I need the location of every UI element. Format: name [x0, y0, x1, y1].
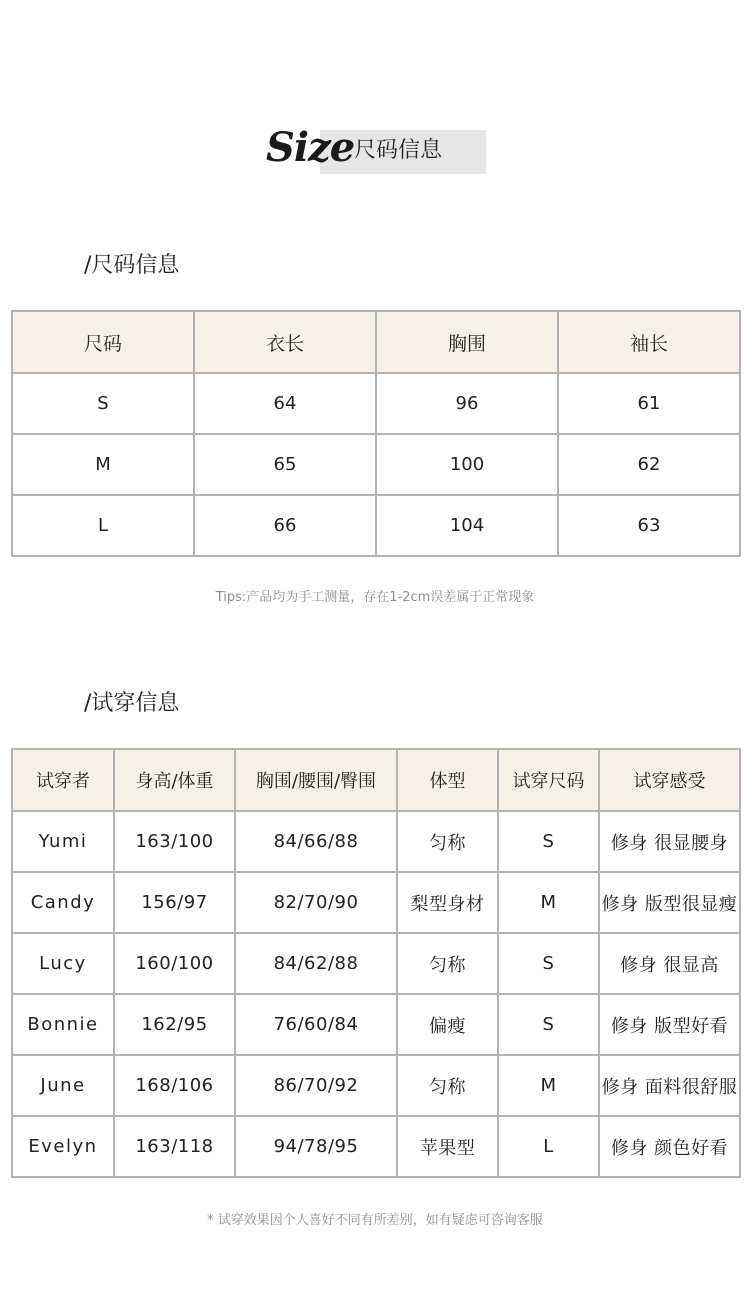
- cell-height-weight: 160/100: [114, 933, 235, 994]
- cell-tryon-size: S: [498, 933, 599, 994]
- tryon-note: * 试穿效果因个人喜好不同有所差别，如有疑虑可咨询客服: [207, 1213, 543, 1228]
- cell-height-weight: 168/106: [114, 1055, 235, 1116]
- cell-bust: 100: [376, 434, 558, 495]
- header-sleeve: 袖长: [558, 311, 740, 373]
- cell-sleeve: 63: [558, 495, 740, 556]
- size-section-title: /尺码信息: [84, 253, 180, 278]
- cell-feedback: 修身 版型很显瘦: [599, 872, 740, 933]
- header-tester: 试穿者: [12, 749, 114, 811]
- header-measurements: 胸围/腰围/臀围: [235, 749, 397, 811]
- cell-measurements: 76/60/84: [235, 994, 397, 1055]
- cell-feedback: 修身 版型好看: [599, 994, 740, 1055]
- logo-size-word: Size: [266, 124, 355, 171]
- cell-length: 66: [194, 495, 376, 556]
- table-row: [12, 994, 740, 1055]
- cell-bust: 104: [376, 495, 558, 556]
- header-feedback: 试穿感受: [599, 749, 740, 811]
- cell-feedback: 修身 面料很舒服: [599, 1055, 740, 1116]
- cell-sleeve: 61: [558, 373, 740, 434]
- cell-tryon-size: M: [498, 872, 599, 933]
- cell-body-type: 匀称: [397, 933, 498, 994]
- tryon-table: [11, 748, 741, 1178]
- size-table: [11, 310, 741, 557]
- cell-bust: 96: [376, 373, 558, 434]
- cell-feedback: 修身 很显腰身: [599, 811, 740, 872]
- cell-tester: Evelyn: [12, 1116, 114, 1177]
- table-row: [12, 1055, 740, 1116]
- cell-body-type: 梨型身材: [397, 872, 498, 933]
- cell-height-weight: 163/100: [114, 811, 235, 872]
- cell-measurements: 82/70/90: [235, 872, 397, 933]
- header-length: 衣长: [194, 311, 376, 373]
- cell-body-type: 苹果型: [397, 1116, 498, 1177]
- cell-tester: June: [12, 1055, 114, 1116]
- header-body-type: 体型: [397, 749, 498, 811]
- cell-height-weight: 162/95: [114, 994, 235, 1055]
- tryon-table-header-row: [12, 749, 740, 811]
- cell-size: M: [12, 434, 194, 495]
- cell-body-type: 匀称: [397, 1055, 498, 1116]
- cell-measurements: 86/70/92: [235, 1055, 397, 1116]
- size-table-header-row: [12, 311, 740, 373]
- header-tryon-size: 试穿尺码: [498, 749, 599, 811]
- cell-tryon-size: S: [498, 811, 599, 872]
- cell-height-weight: 156/97: [114, 872, 235, 933]
- cell-tryon-size: S: [498, 994, 599, 1055]
- table-row: [12, 373, 740, 434]
- size-tips: Tips:产品均为手工测量，存在1-2cm误差属于正常现象: [215, 590, 535, 605]
- header-bust: 胸围: [376, 311, 558, 373]
- cell-tester: Candy: [12, 872, 114, 933]
- table-row: [12, 933, 740, 994]
- tryon-section-title: /试穿信息: [84, 691, 180, 716]
- cell-size: S: [12, 373, 194, 434]
- cell-measurements: 84/66/88: [235, 811, 397, 872]
- cell-tryon-size: M: [498, 1055, 599, 1116]
- cell-tryon-size: L: [498, 1116, 599, 1177]
- size-logo: [266, 126, 486, 176]
- cell-body-type: 匀称: [397, 811, 498, 872]
- table-row: [12, 434, 740, 495]
- table-row: [12, 1116, 740, 1177]
- cell-tester: Lucy: [12, 933, 114, 994]
- cell-feedback: 修身 颜色好看: [599, 1116, 740, 1177]
- cell-measurements: 94/78/95: [235, 1116, 397, 1177]
- cell-sleeve: 62: [558, 434, 740, 495]
- table-row: [12, 872, 740, 933]
- cell-tester: Bonnie: [12, 994, 114, 1055]
- cell-length: 64: [194, 373, 376, 434]
- cell-body-type: 偏瘦: [397, 994, 498, 1055]
- logo-subtitle: 尺码信息: [354, 138, 443, 163]
- header-size: 尺码: [12, 311, 194, 373]
- table-row: [12, 811, 740, 872]
- cell-height-weight: 163/118: [114, 1116, 235, 1177]
- cell-tester: Yumi: [12, 811, 114, 872]
- cell-length: 65: [194, 434, 376, 495]
- cell-size: L: [12, 495, 194, 556]
- cell-measurements: 84/62/88: [235, 933, 397, 994]
- header-height-weight: 身高/体重: [114, 749, 235, 811]
- cell-feedback: 修身 很显高: [599, 933, 740, 994]
- table-row: [12, 495, 740, 556]
